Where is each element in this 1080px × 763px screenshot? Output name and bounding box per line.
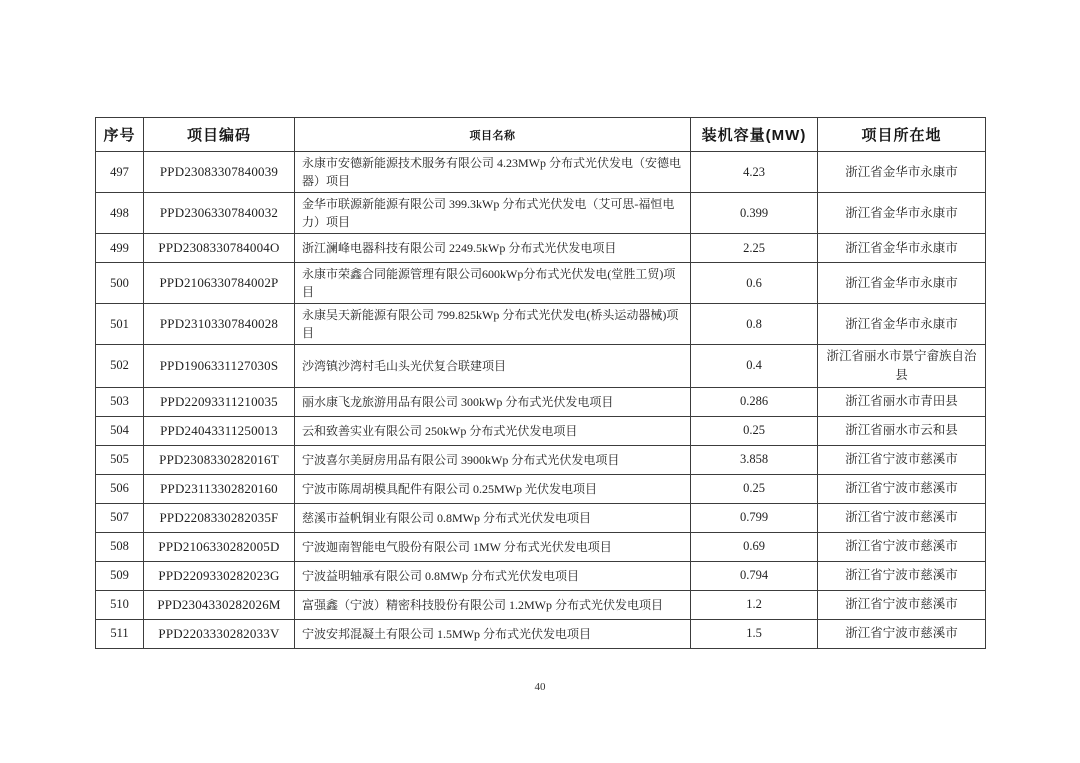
cell-name: 宁波市陈周胡模具配件有限公司 0.25MWp 光伏发电项目: [295, 474, 691, 503]
cell-code: PPD2308330282016T: [144, 445, 295, 474]
header-row: [96, 118, 986, 152]
table-row: [96, 193, 986, 234]
cell-no: 499: [96, 234, 144, 263]
cell-capacity: 0.799: [691, 503, 818, 532]
cell-code: PPD2304330282026M: [144, 590, 295, 619]
column-header-capacity: 装机容量(MW): [691, 118, 818, 152]
table-row: [96, 416, 986, 445]
cell-location: 浙江省金华市永康市: [818, 152, 986, 193]
cell-code: PPD2209330282023G: [144, 561, 295, 590]
cell-no: 498: [96, 193, 144, 234]
cell-code: PPD2106330784002P: [144, 263, 295, 304]
column-header-code: 项目编码: [144, 118, 295, 152]
cell-code: PPD23103307840028: [144, 304, 295, 345]
cell-no: 497: [96, 152, 144, 193]
cell-no: 501: [96, 304, 144, 345]
cell-name: 云和致善实业有限公司 250kWp 分布式光伏发电项目: [295, 416, 691, 445]
cell-code: PPD22093311210035: [144, 387, 295, 416]
cell-capacity: 0.8: [691, 304, 818, 345]
cell-code: PPD23063307840032: [144, 193, 295, 234]
cell-name: 永康市荣鑫合同能源管理有限公司600kWp分布式光伏发电(堂胜工贸)项目: [295, 263, 691, 304]
column-header-location: 项目所在地: [818, 118, 986, 152]
cell-location: 浙江省宁波市慈溪市: [818, 561, 986, 590]
cell-location: 浙江省宁波市慈溪市: [818, 474, 986, 503]
cell-location: 浙江省金华市永康市: [818, 304, 986, 345]
cell-capacity: 1.5: [691, 619, 818, 648]
cell-capacity: 0.4: [691, 345, 818, 388]
cell-no: 506: [96, 474, 144, 503]
cell-location: 浙江省宁波市慈溪市: [818, 503, 986, 532]
column-header-name: 项目名称: [295, 118, 691, 152]
cell-no: 510: [96, 590, 144, 619]
cell-location: 浙江省丽水市青田县: [818, 387, 986, 416]
cell-name: 富强鑫（宁波）精密科技股份有限公司 1.2MWp 分布式光伏发电项目: [295, 590, 691, 619]
cell-name: 宁波益明轴承有限公司 0.8MWp 分布式光伏发电项目: [295, 561, 691, 590]
table-row: [96, 152, 986, 193]
cell-code: PPD2203330282033V: [144, 619, 295, 648]
cell-name: 沙湾镇沙湾村毛山头光伏复合联建项目: [295, 345, 691, 388]
cell-name: 慈溪市益帆铜业有限公司 0.8MWp 分布式光伏发电项目: [295, 503, 691, 532]
table-row: [96, 234, 986, 263]
cell-capacity: 0.6: [691, 263, 818, 304]
cell-name: 金华市联源新能源有限公司 399.3kWp 分布式光伏发电（艾可思-福恒电力）项目: [295, 193, 691, 234]
cell-capacity: 0.399: [691, 193, 818, 234]
cell-capacity: 0.25: [691, 416, 818, 445]
cell-name: 宁波喜尔美厨房用品有限公司 3900kWp 分布式光伏发电项目: [295, 445, 691, 474]
table-row: [96, 532, 986, 561]
table-row: [96, 503, 986, 532]
cell-no: 508: [96, 532, 144, 561]
cell-name: 永康市安德新能源技术服务有限公司 4.23MWp 分布式光伏发电（安德电器）项目: [295, 152, 691, 193]
project-table-container: [95, 117, 986, 649]
cell-location: 浙江省金华市永康市: [818, 193, 986, 234]
cell-no: 507: [96, 503, 144, 532]
cell-no: 504: [96, 416, 144, 445]
cell-code: PPD1906331127030S: [144, 345, 295, 388]
table-row: [96, 590, 986, 619]
cell-code: PPD23113302820160: [144, 474, 295, 503]
cell-location: 浙江省丽水市云和县: [818, 416, 986, 445]
table-row: [96, 263, 986, 304]
table-row: [96, 345, 986, 388]
table-row: [96, 304, 986, 345]
cell-location: 浙江省宁波市慈溪市: [818, 445, 986, 474]
column-header-no: 序号: [96, 118, 144, 152]
cell-capacity: 0.25: [691, 474, 818, 503]
table-row: [96, 619, 986, 648]
cell-no: 509: [96, 561, 144, 590]
cell-capacity: 1.2: [691, 590, 818, 619]
cell-location: 浙江省宁波市慈溪市: [818, 619, 986, 648]
cell-capacity: 2.25: [691, 234, 818, 263]
cell-capacity: 0.794: [691, 561, 818, 590]
cell-no: 511: [96, 619, 144, 648]
cell-code: PPD2106330282005D: [144, 532, 295, 561]
cell-capacity: 0.69: [691, 532, 818, 561]
cell-capacity: 4.23: [691, 152, 818, 193]
cell-code: PPD24043311250013: [144, 416, 295, 445]
cell-name: 丽水康飞龙旅游用品有限公司 300kWp 分布式光伏发电项目: [295, 387, 691, 416]
project-table: [95, 117, 986, 649]
cell-no: 500: [96, 263, 144, 304]
cell-no: 505: [96, 445, 144, 474]
cell-code: PPD2208330282035F: [144, 503, 295, 532]
cell-location: 浙江省宁波市慈溪市: [818, 532, 986, 561]
cell-name: 浙江澜峰电器科技有限公司 2249.5kWp 分布式光伏发电项目: [295, 234, 691, 263]
cell-capacity: 0.286: [691, 387, 818, 416]
cell-capacity: 3.858: [691, 445, 818, 474]
page-number: 40: [534, 681, 546, 693]
cell-code: PPD2308330784004O: [144, 234, 295, 263]
cell-location: 浙江省金华市永康市: [818, 263, 986, 304]
cell-no: 502: [96, 345, 144, 388]
cell-location: 浙江省丽水市景宁畲族自治县: [818, 345, 986, 388]
cell-code: PPD23083307840039: [144, 152, 295, 193]
cell-name: 宁波安邦混凝土有限公司 1.5MWp 分布式光伏发电项目: [295, 619, 691, 648]
table-row: [96, 445, 986, 474]
table-row: [96, 474, 986, 503]
cell-name: 宁波迦南智能电气股份有限公司 1MW 分布式光伏发电项目: [295, 532, 691, 561]
table-row: [96, 561, 986, 590]
cell-location: 浙江省宁波市慈溪市: [818, 590, 986, 619]
table-row: [96, 387, 986, 416]
cell-name: 永康吴天新能源有限公司 799.825kWp 分布式光伏发电(桥头运动器械)项目: [295, 304, 691, 345]
table-body: [96, 152, 986, 649]
cell-no: 503: [96, 387, 144, 416]
cell-location: 浙江省金华市永康市: [818, 234, 986, 263]
